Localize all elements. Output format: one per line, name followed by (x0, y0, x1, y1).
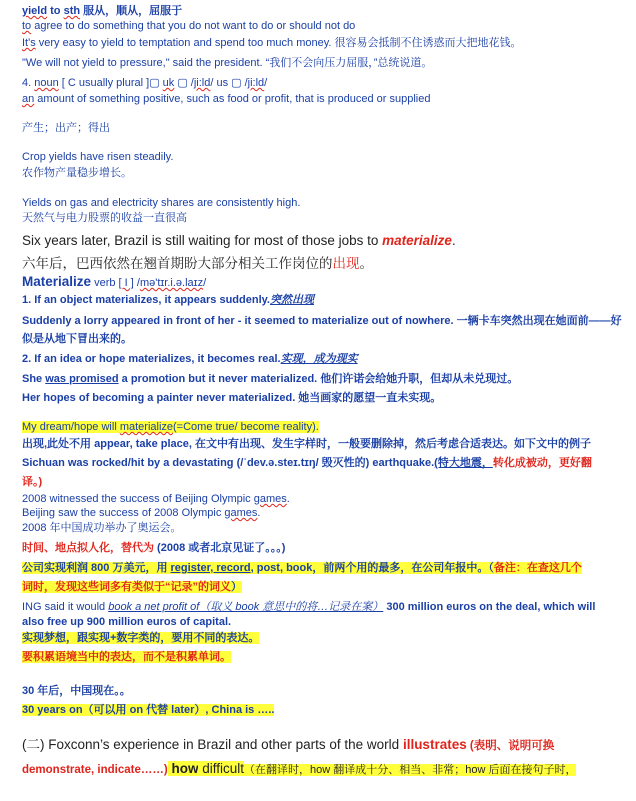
sichuan-example-cont: 译。) (22, 476, 43, 488)
materialize-example-1-cont: 似是从地下冒出来的。 (22, 333, 132, 345)
foxconn-sentence: (二) Foxconn’s experience in Brazil and other parts of the world illustrates (表明、说明可换 (22, 737, 555, 752)
yield-example-2: "We will not yield to pressure," said the president. “我们不会向压力屈服，”总统说道。 (22, 57, 433, 69)
record-note: 公司实现利润 800 万美元，用 register, record, post, book，前两个用的最多，在公司年报中。（备注：在查这几个 (22, 562, 582, 574)
thirty-years-en: 30 years on（可以用 on 代替 later）, China is ….. (22, 704, 275, 716)
beijing-example-1: 2008 witnessed the success of Beijing Olympic games. (22, 493, 290, 505)
materialize-example-1: Suddenly a lorry appeared in front of her - it seemed to materialize out of nowhere. 一辆卡车突然出现在她面前——好 (22, 315, 622, 327)
brazil-translation: 六年后，巴西依然在翘首期盼大部分相关工作岗位的出现。 (22, 256, 373, 271)
context-note: 要积累语境当中的表达，而不是积累单词。 (22, 651, 231, 663)
yield-noun-definition: an amount of something positive, such as food or profit, that is produced or supplied (22, 93, 431, 105)
brazil-sentence: Six years later, Brazil is still waiting for most of those jobs to materialize. (22, 233, 456, 248)
yield-definition: to agree to do something that you do not want to do or should not do (22, 20, 356, 32)
materialize-sense-1: 1. If an object materializes, it appears suddenly.突然出现 (22, 294, 314, 306)
yield-noun-entry: 4. noun [ C usually plural ]▢ uk ▢ /ji:ld/ us ▢ /ji:ld/ (22, 77, 268, 89)
yield-heading: yield to sth 服从，顺从，屈服于 (22, 5, 183, 17)
materialize-example-3: Her hopes of becoming a painter never materialized. 她当画家的愿望一直未实现。 (22, 392, 442, 404)
thirty-years-zh: 30 年后，中国现在。。 (22, 685, 131, 697)
beijing-translation: 2008 年中国成功举办了奥运会。 (22, 522, 182, 534)
beijing-example-2: Beijing saw the success of 2008 Olympic games. (22, 507, 261, 519)
materialize-headword: Materialize verb [ I ] /mə'tɪr.i.ə.laɪz/ (22, 274, 207, 289)
materialize-example-2: She was promised a promotion but it never materialized. 他们许诺会给她升职，但却从未兑现过。 (22, 373, 519, 385)
materialize-sense-2: 2. If an idea or hope materializes, it becomes real.实现，成为现实 (22, 353, 358, 365)
appear-note: 出现,此处不用 appear, take place, 在文中有出现、发生字样时，一般要删除掉，然后考虑合适表达。如下文中的例子 (22, 438, 591, 450)
ing-example-cont: also free up 900 million euros of capital. (22, 616, 232, 628)
sichuan-example: Sichuan was rocked/hit by a devastating (/ˈdev.ə.steɪ.tɪŋ/ 毁灭性的) earthquake.(特大地震，转化成被动，更好翻 (22, 457, 592, 469)
dream-note: My dream/hope will materialize(=Come true/ become reality). (22, 421, 319, 433)
yield-gas-translation: 天然气与电力股票的收益一直很高 (22, 212, 187, 224)
yield-noun-translation: 产生；出产；得出 (22, 122, 110, 134)
yield-crop-translation: 农作物产量稳步增长。 (22, 167, 132, 179)
record-note-cont: 词时，发现这些词多有类似于“记录”的词义） (22, 581, 242, 593)
yield-gas-example: Yields on gas and electricity shares are consistently high. (22, 197, 301, 209)
yield-crop-example: Crop yields have risen steadily. (22, 151, 174, 163)
dream-vs-number-note: 实现梦想，跟实现+数字类的，要用不同的表达。 (22, 632, 260, 644)
ing-example: ING said it would book a net profit of（取义 book 意思中的将…记录在案） 300 million euros on the deal, which will (22, 601, 596, 613)
foxconn-sentence-cont: demonstrate, indicate……) how difficult（在翻译时，how 翻译成十分、相当、非常；how 后面在接句子时， (22, 761, 577, 776)
yield-example-1: It's very easy to yield to temptation and spend too much money. 很容易会抵制不住诱惑而大把地花钱。 (22, 37, 522, 49)
personification-note: 时间、地点拟人化，替代为 (2008 或者北京见证了。。。) (22, 542, 286, 554)
